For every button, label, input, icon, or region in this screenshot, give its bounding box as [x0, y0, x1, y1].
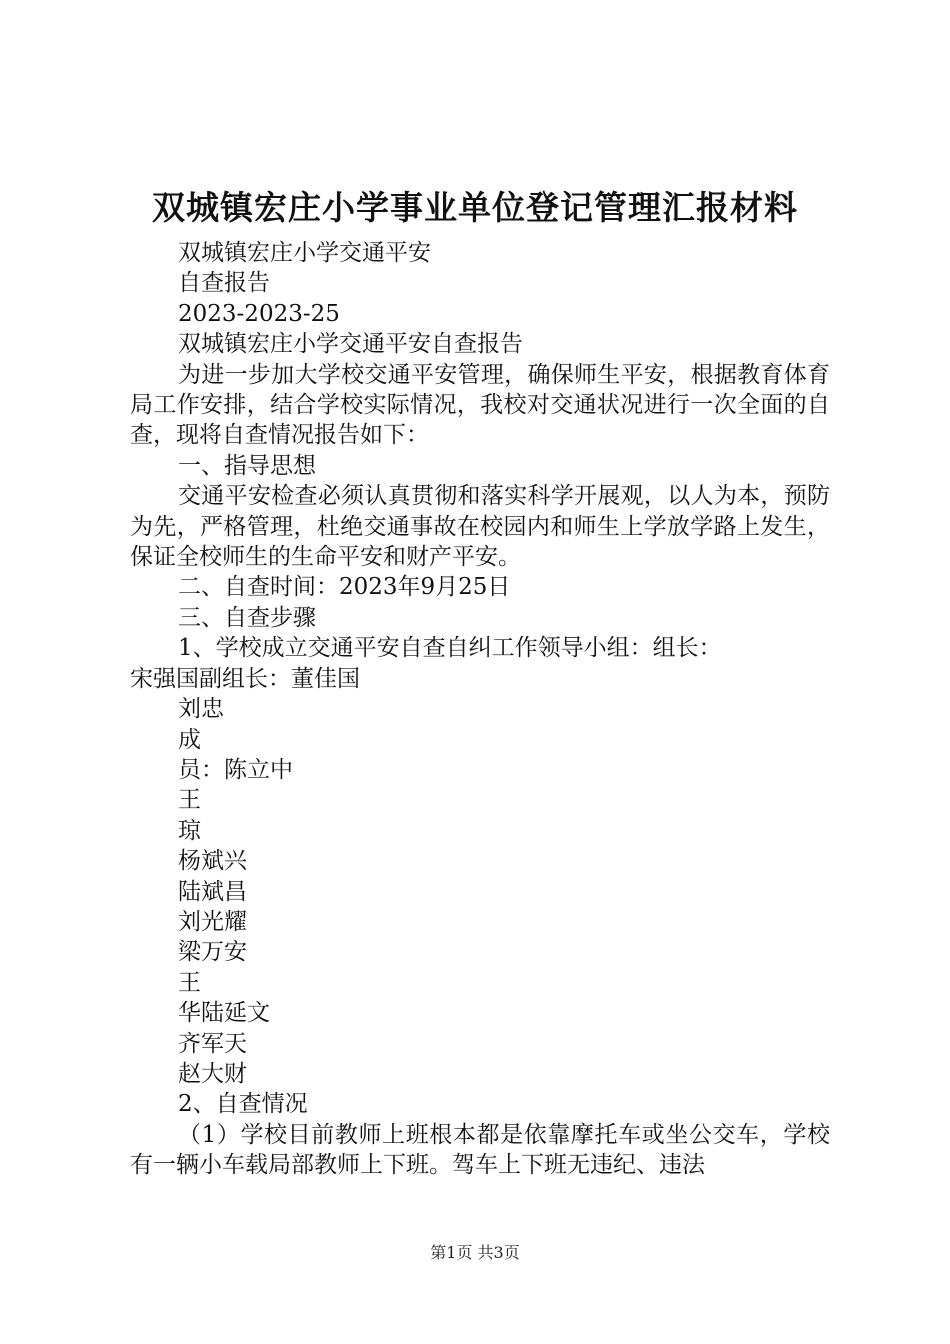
list-item: 王 [178, 787, 201, 814]
list-item: 刘光耀 [178, 908, 247, 935]
list-item: 刘忠 [178, 696, 224, 723]
paragraph: 双城镇宏庄小学交通平安自查报告 [178, 331, 523, 358]
paragraph: （1）学校目前教师上班根本都是依靠摩托车或坐公交车，学校有一辆小车载局部教师上下班。驾车上下班无违纪、违法 [130, 1121, 830, 1179]
document-title: 双城镇宏庄小学事业单位登记管理汇报材料 [152, 188, 798, 227]
paragraph: 交通平安检查必须认真贯彻和落实科学开展观，以人为本，预防为先，严格管理，杜绝交通事故在校园内和师生上学放学路上发生，保证全校师生的生命平安和财产平安。 [130, 483, 830, 571]
section-heading: 2、自查情况 [178, 1091, 308, 1118]
list-item: 琼 [178, 817, 201, 844]
paragraph: 自查报告 [178, 270, 270, 297]
paragraph: 1、学校成立交通平安自查自纠工作领导小组：组长：宋强国副组长：董佳国 [130, 635, 722, 692]
list-item: 杨斌兴 [178, 848, 247, 875]
paragraph: 双城镇宏庄小学交通平安 [178, 240, 431, 266]
paragraph: 为进一步加大学校交通平安管理，确保师生平安，根据教育体育局工作安排，结合学校实际情况，我校对交通状况进行一次全面的自查，现将自查情况报告如下： [130, 361, 830, 449]
list-item: 齐军天 [178, 1030, 247, 1057]
section-heading: 一、指导思想 [178, 452, 316, 479]
document-body [130, 238, 830, 1181]
list-item: 成 [178, 726, 201, 753]
section-heading: 二、自查时间：2023年9月25日 [178, 574, 511, 601]
list-item: 华陆延文 [178, 1000, 270, 1027]
page-footer: 第1页 共3页 [430, 1243, 520, 1262]
list-item: 赵大财 [178, 1060, 247, 1087]
section-heading: 三、自查步骤 [178, 604, 316, 631]
paragraph: 2023-2023-25 [178, 300, 340, 327]
list-item: 梁万安 [178, 939, 247, 966]
list-item: 陆斌昌 [178, 878, 247, 905]
list-item: 员：陈立中 [178, 756, 293, 783]
list-item: 王 [178, 969, 201, 996]
